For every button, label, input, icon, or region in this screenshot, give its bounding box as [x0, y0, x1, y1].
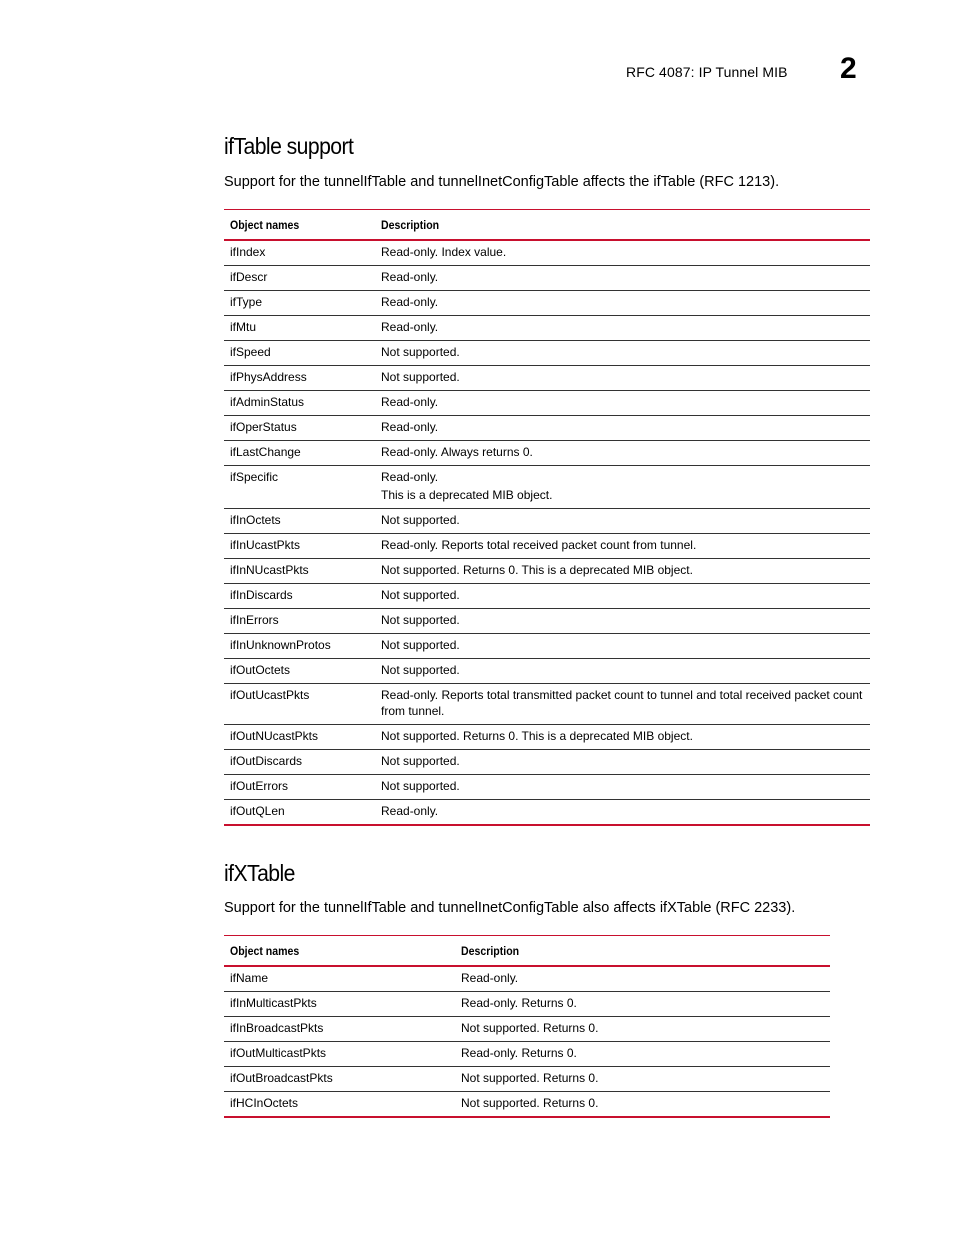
description-text: Not supported.	[381, 779, 460, 793]
description-cell	[375, 291, 870, 316]
table-row	[224, 725, 870, 750]
description-cell	[375, 800, 870, 826]
table-row	[224, 366, 870, 391]
iftable-support-table	[224, 209, 870, 826]
object-name-cell: ifOutBroadcastPkts	[230, 1071, 333, 1085]
description-cell	[375, 750, 870, 775]
table-row	[224, 1042, 830, 1067]
description-cell	[455, 992, 830, 1017]
object-name-cell: ifDescr	[230, 270, 268, 284]
object-name-cell: ifOutDiscards	[230, 754, 303, 768]
table-row	[224, 1017, 830, 1042]
table-row	[224, 466, 870, 509]
section-title-ifxtable: ifXTable	[224, 860, 295, 886]
description-text: Read-only. Returns 0.	[461, 996, 577, 1010]
object-name-cell: ifSpecific	[230, 470, 279, 484]
description-cell	[455, 1067, 830, 1092]
table-row	[224, 391, 870, 416]
description-text: Not supported.	[381, 345, 460, 359]
description-text: Not supported. Returns 0.	[461, 1096, 599, 1110]
table-row	[224, 800, 870, 826]
object-name-cell: ifOutQLen	[230, 804, 285, 818]
table-row	[224, 266, 870, 291]
description-cell	[375, 416, 870, 441]
description-cell	[375, 609, 870, 634]
description-text: Read-only.	[381, 395, 439, 409]
description-cell	[375, 391, 870, 416]
object-name-cell: ifHCInOctets	[230, 1096, 299, 1110]
table-header-row	[224, 210, 870, 241]
table-header-row	[224, 936, 830, 967]
description-text: Read-only. Returns 0.	[461, 1046, 577, 1060]
object-name-cell: ifInUcastPkts	[230, 538, 301, 552]
table-row	[224, 316, 870, 341]
description-cell	[375, 466, 870, 509]
column-header-object-names: Object names	[230, 943, 300, 958]
object-name-cell: ifOutNUcastPkts	[230, 729, 319, 743]
object-name-cell: ifOperStatus	[230, 420, 297, 434]
object-name-cell: ifInErrors	[230, 613, 279, 627]
running-header: RFC 4087: IP Tunnel MIB	[626, 64, 788, 80]
object-name-cell: ifType	[230, 295, 263, 309]
description-cell	[375, 725, 870, 750]
description-text: Not supported. Returns 0.	[461, 1021, 599, 1035]
description-cell	[455, 966, 830, 992]
description-text: Not supported.	[381, 370, 460, 384]
description-cell	[375, 509, 870, 534]
table-row	[224, 966, 830, 992]
description-text: Not supported. Returns 0.	[461, 1071, 599, 1085]
table-row	[224, 416, 870, 441]
table-row	[224, 684, 870, 725]
table-row	[224, 240, 870, 266]
table-row	[224, 1092, 830, 1118]
description-cell	[375, 634, 870, 659]
object-name-cell: ifInMulticastPkts	[230, 996, 317, 1010]
description-text: Not supported. Returns 0. This is a deprecated MIB object.	[381, 729, 693, 743]
table-row	[224, 609, 870, 634]
description-cell	[375, 584, 870, 609]
object-name-cell: ifOutMulticastPkts	[230, 1046, 327, 1060]
description-cell	[455, 1042, 830, 1067]
object-name-cell: ifAdminStatus	[230, 395, 305, 409]
object-name-cell: ifInOctets	[230, 513, 281, 527]
description-text: Read-only. Index value.	[381, 245, 507, 259]
object-name-cell: ifMtu	[230, 320, 257, 334]
object-name-cell: ifOutOctets	[230, 663, 291, 677]
description-text: Read-only.	[381, 420, 439, 434]
section-intro-ifxtable: Support for the tunnelIfTable and tunnelInetConfigTable also affects ifXTable (RFC 2233).	[224, 900, 796, 916]
object-name-cell: ifInBroadcastPkts	[230, 1021, 324, 1035]
description-cell	[375, 441, 870, 466]
table-row	[224, 750, 870, 775]
description-cell	[455, 1017, 830, 1042]
description-cell	[375, 316, 870, 341]
description-text: Read-only.	[381, 295, 439, 309]
description-text: Read-only. Reports total transmitted packet count to tunnel and total received packet count from tunnel.	[381, 688, 863, 718]
table-row	[224, 1067, 830, 1092]
object-name-cell: ifLastChange	[230, 445, 301, 459]
description-text: Not supported.	[381, 613, 460, 627]
table-row	[224, 659, 870, 684]
table-row	[224, 509, 870, 534]
description-cell	[375, 775, 870, 800]
description-cell	[375, 266, 870, 291]
object-name-cell: ifPhysAddress	[230, 370, 307, 384]
object-name-cell: ifOutUcastPkts	[230, 688, 310, 702]
table-row	[224, 634, 870, 659]
table-row	[224, 559, 870, 584]
column-header-object-names: Object names	[230, 217, 300, 232]
description-text: Read-only. Always returns 0.	[381, 445, 533, 459]
ifxtable-table	[224, 935, 830, 1118]
object-name-cell: ifInUnknownProtos	[230, 638, 331, 652]
description-cell	[375, 366, 870, 391]
object-name-cell: ifOutErrors	[230, 779, 289, 793]
description-cell	[375, 534, 870, 559]
description-text: Not supported. Returns 0. This is a deprecated MIB object.	[381, 563, 693, 577]
description-text: Not supported.	[381, 663, 460, 677]
description-text: Read-only. Reports total received packet count from tunnel.	[381, 538, 697, 552]
description-text: Read-only.	[381, 804, 439, 818]
object-name-cell: ifInNUcastPkts	[230, 563, 309, 577]
table-row	[224, 775, 870, 800]
object-name-cell: ifInDiscards	[230, 588, 293, 602]
description-cell	[375, 240, 870, 266]
table-row	[224, 441, 870, 466]
column-header-description: Description	[381, 217, 440, 232]
description-text: Read-only.	[381, 470, 439, 484]
description-text: Read-only.	[381, 320, 439, 334]
table-row	[224, 341, 870, 366]
object-name-cell: ifSpeed	[230, 345, 271, 359]
column-header-description: Description	[461, 943, 520, 958]
object-name-cell: ifIndex	[230, 245, 266, 259]
description-text: Not supported.	[381, 754, 460, 768]
table-row	[224, 584, 870, 609]
object-name-cell: ifName	[230, 971, 269, 985]
section-intro-iftable: Support for the tunnelIfTable and tunnelInetConfigTable affects the ifTable (RFC 1213).	[224, 174, 780, 190]
description-note: This is a deprecated MIB object.	[381, 488, 553, 502]
description-text: Not supported.	[381, 513, 460, 527]
description-text: Not supported.	[381, 588, 460, 602]
description-cell	[375, 684, 870, 725]
description-text: Not supported.	[381, 638, 460, 652]
section-title-iftable: ifTable support	[224, 133, 354, 159]
chapter-number: 2	[840, 52, 857, 85]
description-text: Read-only.	[381, 270, 439, 284]
description-cell	[375, 341, 870, 366]
table-row	[224, 992, 830, 1017]
description-cell	[375, 659, 870, 684]
table-row	[224, 534, 870, 559]
description-text: Read-only.	[461, 971, 519, 985]
table-row	[224, 291, 870, 316]
description-cell	[375, 559, 870, 584]
description-cell	[455, 1092, 830, 1118]
